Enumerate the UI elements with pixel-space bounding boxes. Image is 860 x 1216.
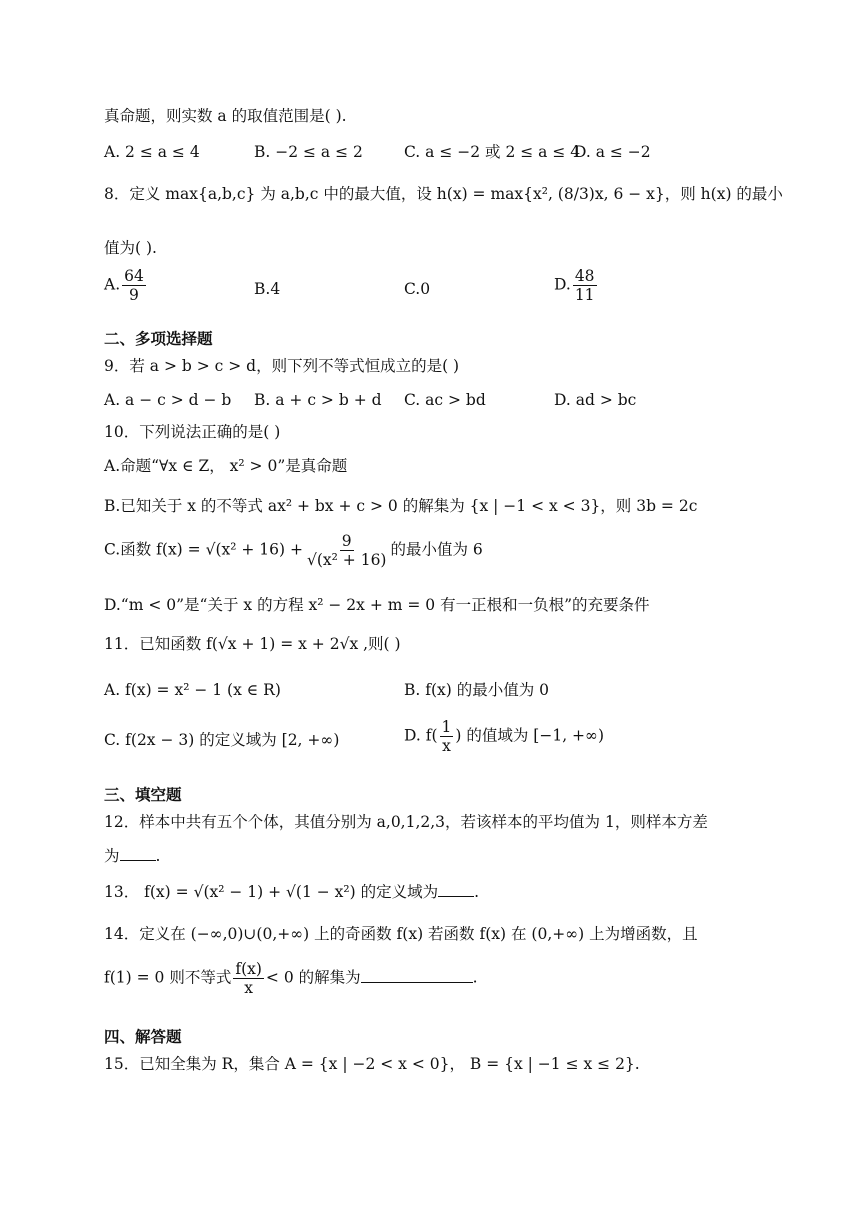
q7-option-d: D. a ≤ −2	[574, 143, 651, 161]
q8-option-a-denominator: 9	[129, 286, 139, 304]
q8-option-a-label: A.	[104, 275, 121, 294]
q10-option-b: B.已知关于 x 的不等式 ax² + bx + c > 0 的解集为 {x | −1 < x < 3}，则 3b = 2c	[104, 497, 698, 515]
q13-answer-blank[interactable]	[438, 882, 474, 897]
q8-stem-line1: 8．定义 max{a,b,c} 为 a,b,c 中的最大值，设 h(x) = max{x², (8/3)x, 6 − x}，则 h(x) 的最小	[104, 185, 783, 203]
q8-option-b: B.4	[254, 280, 281, 298]
q10-option-c-denominator: √(x² + 16)	[306, 551, 387, 569]
q11-option-a: A. f(x) = x² − 1 (x ∈ R)	[104, 681, 281, 699]
q7-stem-tail: 真命题，则实数 a 的取值范围是( ).	[104, 107, 347, 125]
q8-option-d-numerator: 48	[574, 267, 595, 285]
section-heading-multiple-choice: 二、多项选择题	[104, 330, 213, 348]
q14-line2-end: .	[472, 968, 478, 987]
q12-answer-blank[interactable]	[120, 846, 156, 861]
q10-stem: 10．下列说法正确的是( )	[104, 423, 281, 441]
section-heading-fill-in: 三、填空题	[104, 786, 182, 804]
q14-line2-prefix: f(1) = 0 则不等式	[104, 968, 232, 987]
q10-option-c-suffix: 的最小值为 6	[390, 540, 483, 559]
q9-option-a: A. a − c > d − b	[104, 391, 232, 409]
q13-stem	[104, 882, 479, 902]
q10-option-c-numerator: 9	[341, 532, 352, 550]
q9-stem: 9．若 a > b > c > d，则下列不等式恒成立的是( )	[104, 357, 460, 375]
q10-option-c-prefix: C.函数 f(x) = √(x² + 16) +	[104, 540, 303, 559]
q11-option-d-prefix: D. f(	[404, 726, 438, 745]
q7-option-b: B. −2 ≤ a ≤ 2	[254, 143, 363, 161]
q14-stem-line1: 14．定义在 (−∞,0)∪(0,+∞) 上的奇函数 f(x) 若函数 f(x) 在 (0,+∞) 上为增函数，且	[104, 925, 698, 943]
q12-stem-line2	[104, 846, 160, 866]
q10-option-c	[104, 532, 483, 569]
q11-option-d	[404, 718, 604, 755]
q12-line2-text: 为	[104, 847, 120, 865]
q11-stem: 11．已知函数 f(√x + 1) = x + 2√x ,则( )	[104, 635, 401, 653]
q8-option-a-numerator: 64	[124, 267, 144, 285]
q12-stem-line1: 12．样本中共有五个个体，其值分别为 a,0,1,2,3，若该样本的平均值为 1，则样本方差	[104, 813, 708, 831]
q8-option-d-label: D.	[554, 275, 571, 294]
q7-option-c: C. a ≤ −2 或 2 ≤ a ≤ 4	[404, 143, 581, 161]
q8-stem-line2: 值为( ).	[104, 239, 157, 257]
q10-option-a: A.命题“∀x ∈ Z， x² > 0”是真命题	[104, 457, 348, 475]
q12-line2-end: .	[155, 847, 161, 865]
q8-option-c: C.0	[404, 280, 431, 298]
q8-option-d-denominator: 11	[574, 286, 595, 304]
q15-stem: 15．已知全集为 R，集合 A = {x | −2 < x < 0}， B = {x | −1 ≤ x ≤ 2}.	[104, 1055, 640, 1073]
q9-option-b: B. a + c > b + d	[254, 391, 382, 409]
q11-option-d-suffix: ) 的值域为 [−1, +∞)	[455, 726, 604, 745]
q9-option-d: D. ad > bc	[554, 391, 637, 409]
q9-option-c: C. ac > bd	[404, 391, 486, 409]
q7-option-a: A. 2 ≤ a ≤ 4	[104, 143, 200, 161]
q14-answer-blank[interactable]	[361, 968, 473, 983]
q11-option-b: B. f(x) 的最小值为 0	[404, 681, 550, 699]
q11-option-c: C. f(2x − 3) 的定义域为 [2, +∞)	[104, 731, 340, 749]
q11-option-d-numerator: 1	[441, 718, 452, 736]
q13-text: 13． f(x) = √(x² − 1) + √(1 − x²) 的定义域为	[104, 883, 439, 901]
q11-option-d-denominator: x	[442, 737, 451, 755]
q14-line2-mid: < 0 的解集为	[265, 968, 361, 987]
q14-fraction-denominator: x	[244, 979, 253, 997]
q8-option-a	[104, 267, 148, 304]
q14-stem-line2	[104, 960, 478, 997]
q14-fraction-numerator: f(x)	[235, 960, 262, 978]
q8-option-d	[554, 267, 599, 304]
section-heading-solutions: 四、解答题	[104, 1028, 182, 1046]
q10-option-d: D.“m < 0”是“关于 x 的方程 x² − 2x + m = 0 有一正根和一负根”的充要条件	[104, 596, 650, 614]
q13-end: .	[474, 883, 480, 901]
